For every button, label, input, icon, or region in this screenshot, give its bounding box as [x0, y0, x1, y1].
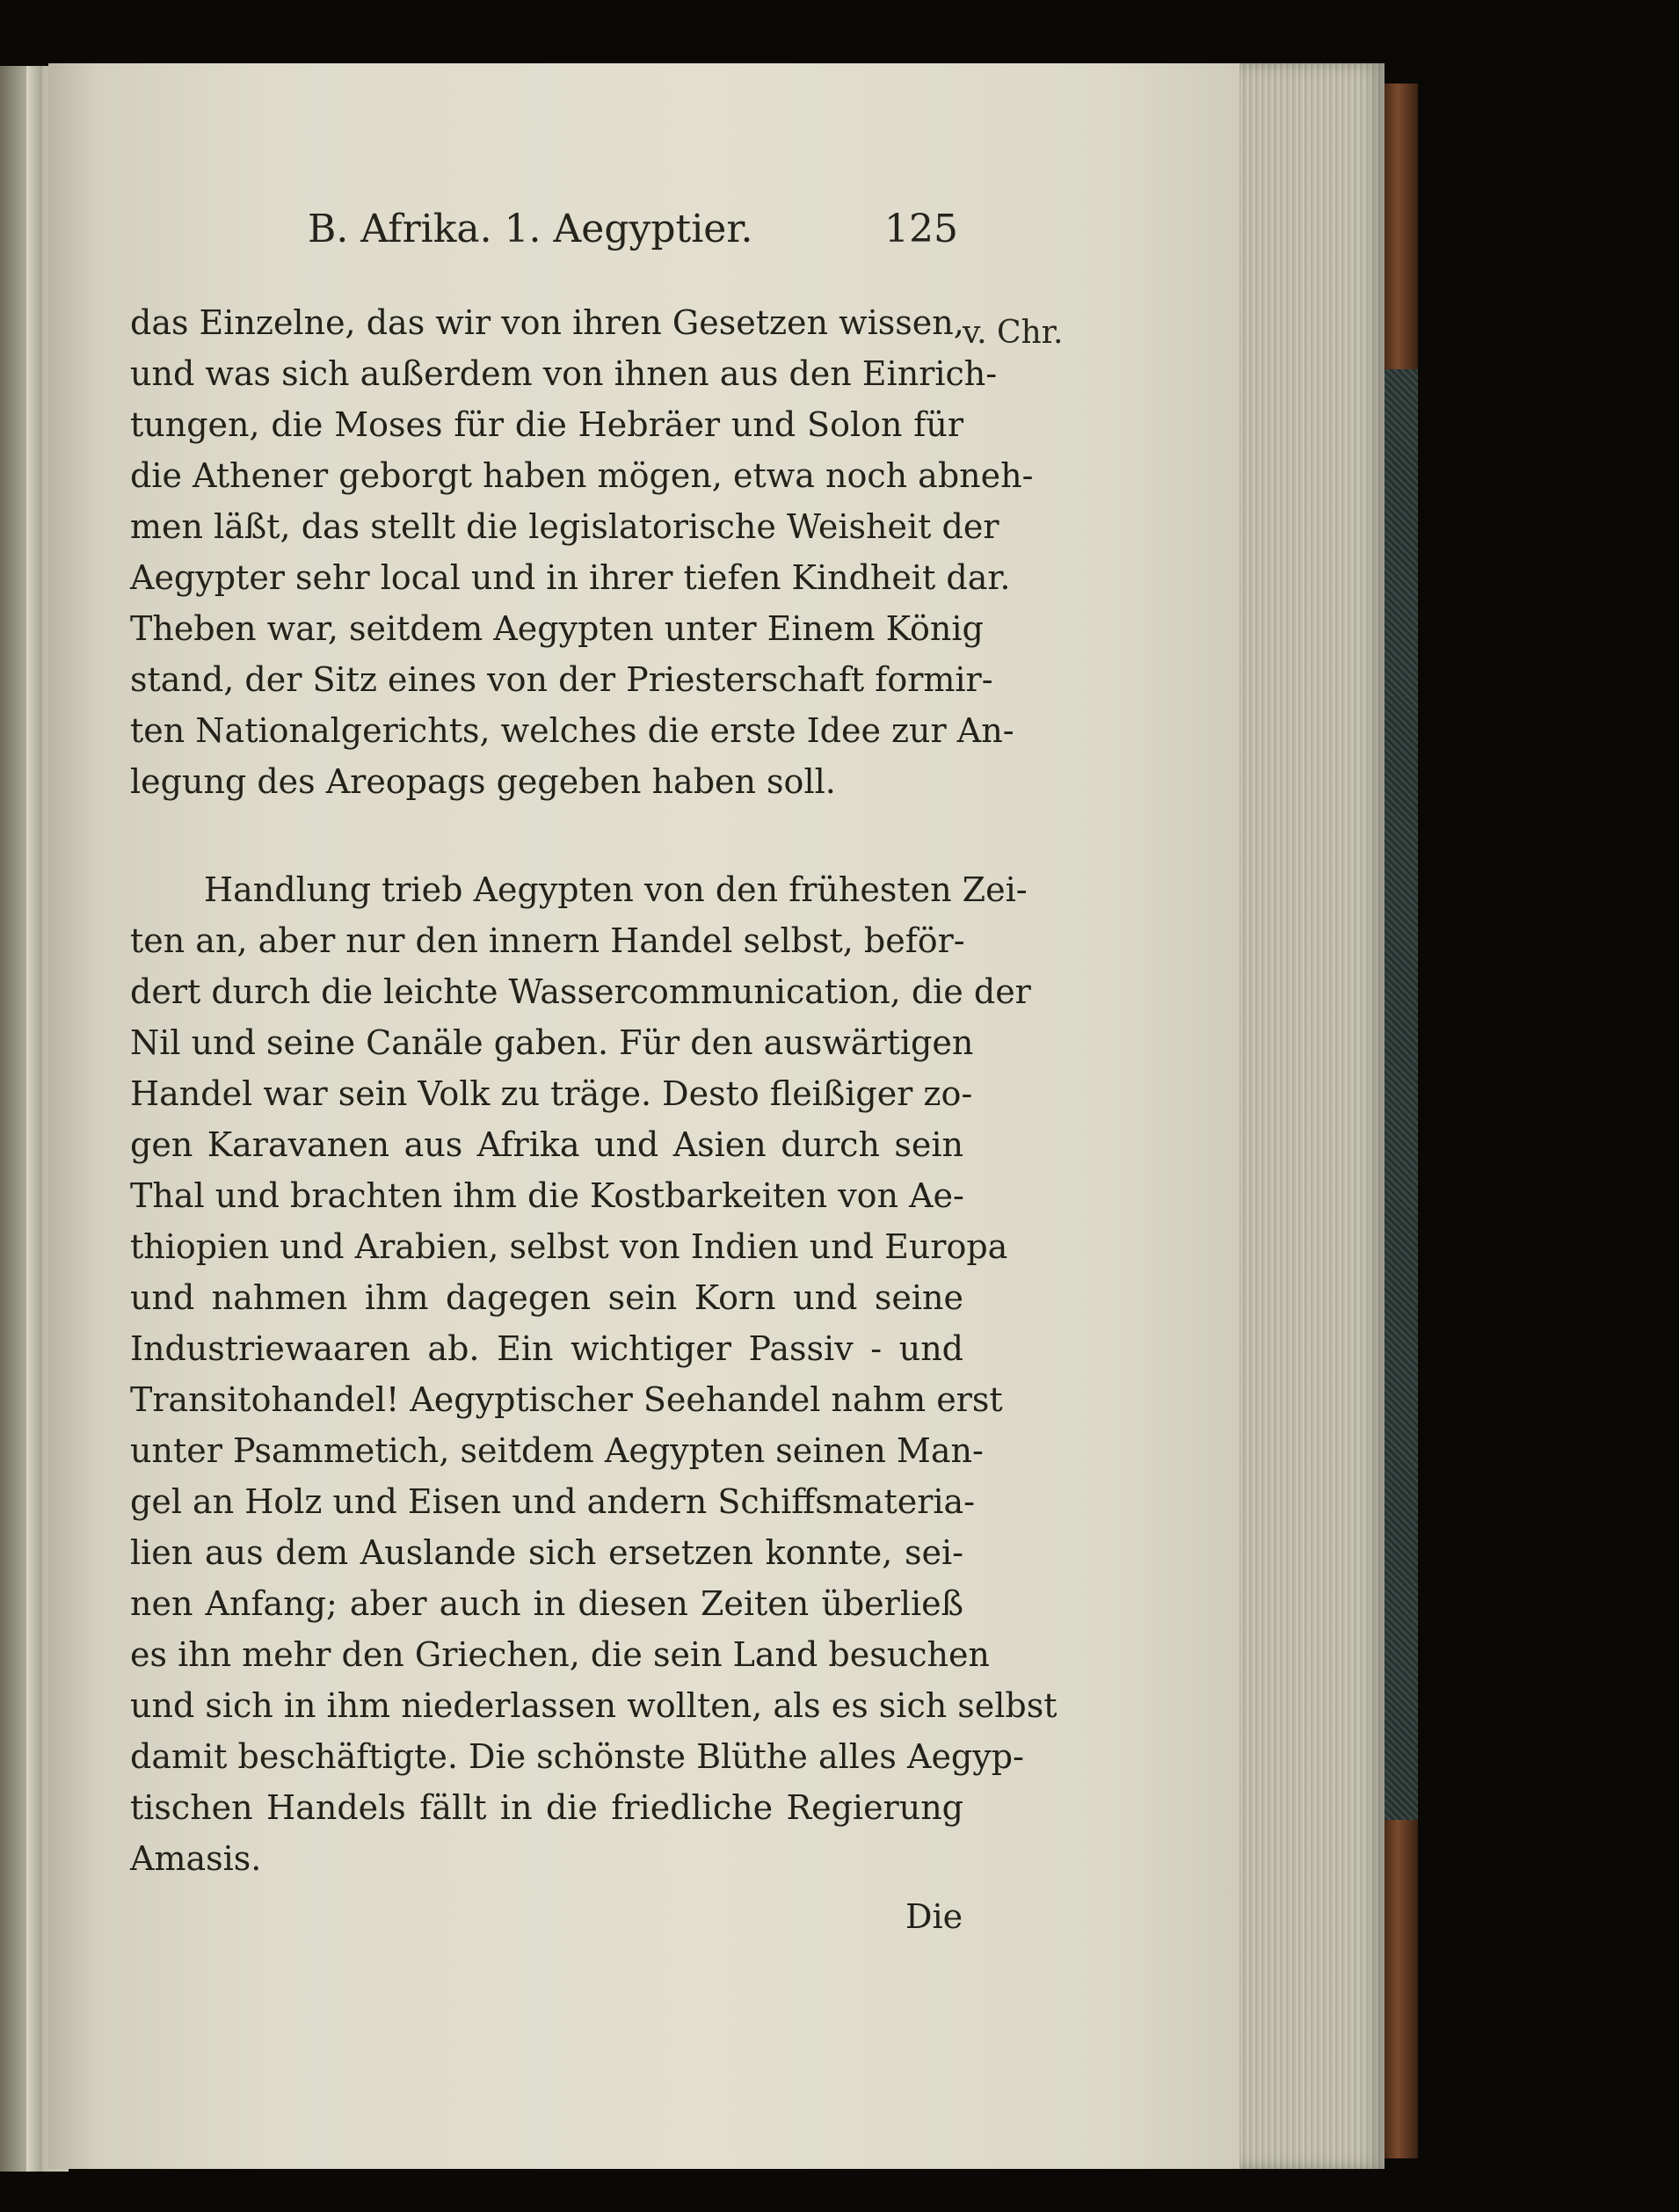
text-line: men läßt, das stellt die legislatorische Weisheit der	[130, 507, 999, 546]
text-line: gel an Holz und Eisen und andern Schiffsmateria-	[130, 1482, 976, 1521]
text-line: thiopien und Arabien, selbst von Indien und Europa	[130, 1227, 1008, 1266]
text-line: gen Karavanen aus Afrika und Asien durch sein	[130, 1125, 963, 1164]
text-line: lien aus dem Auslande sich ersetzen konnte, sei-	[130, 1533, 963, 1572]
text-line: und was sich außerdem von ihnen aus den Einrich-	[130, 354, 998, 393]
running-head	[308, 207, 958, 268]
text-line: Nil und seine Canäle gaben. Für den auswärtigen	[130, 1023, 974, 1062]
text-line: es ihn mehr den Griechen, die sein Land besuchen	[130, 1635, 990, 1674]
page-edges	[1239, 63, 1385, 2169]
text-line: Thal und brachten ihm die Kostbarkeiten von Ae-	[130, 1176, 964, 1215]
text-line: ten an, aber nur den innern Handel selbst, beför-	[130, 921, 965, 960]
text-line: stand, der Sitz eines von der Priesterschaft formir-	[130, 660, 993, 699]
running-head-title: B. Afrika. 1. Aegyptier.	[308, 207, 753, 251]
text-line: legung des Areopags gegeben haben soll.	[130, 762, 836, 801]
text-line: tischen Handels fällt in die friedliche Regierung	[130, 1788, 963, 1827]
text-line: Aegypter sehr local und in ihrer tiefen Kindheit dar.	[130, 558, 1011, 597]
text-line: Amasis.	[130, 1839, 262, 1878]
text-line: Handel war sein Volk zu träge. Desto fleißiger zo-	[130, 1074, 973, 1113]
text-line: und sich in ihm niederlassen wollten, als es sich selbst	[130, 1686, 1058, 1725]
text-line: Transitohandel! Aegyptischer Seehandel nahm erst	[130, 1380, 1003, 1419]
text-line: nen Anfang; aber auch in diesen Zeiten überließ	[130, 1584, 963, 1623]
text-line: damit beschäftigte. Die schönste Blüthe alles Aegyp-	[130, 1737, 1024, 1776]
text-line: tungen, die Moses für die Hebräer und Solon für	[130, 405, 963, 444]
text-line: das Einzelne, das wir von ihren Gesetzen wissen,	[130, 303, 964, 342]
catchword: Die	[905, 1897, 963, 1936]
text-line: Theben war, seitdem Aegypten unter Einem König	[130, 609, 984, 648]
cover-cloth	[1385, 369, 1418, 1820]
facing-page-sliver	[26, 66, 42, 2172]
text-line: Handlung trieb Aegypten von den frühesten Zei-	[204, 870, 1028, 909]
text-line: und nahmen ihm dagegen sein Korn und seine	[130, 1278, 963, 1317]
margin-note: v. Chr.	[963, 315, 1064, 351]
text-line: Industriewaaren ab. Ein wichtiger Passiv - und	[130, 1329, 963, 1368]
text-line: die Athener geborgt haben mögen, etwa noch abneh-	[130, 456, 1034, 495]
text-line: ten Nationalgerichts, welches die erste Idee zur An-	[130, 711, 1014, 750]
page-number: 125	[884, 207, 958, 251]
text-line: dert durch die leichte Wassercommunication, die der	[130, 972, 1031, 1011]
text-line: unter Psammetich, seitdem Aegypten seinen Man-	[130, 1431, 984, 1470]
